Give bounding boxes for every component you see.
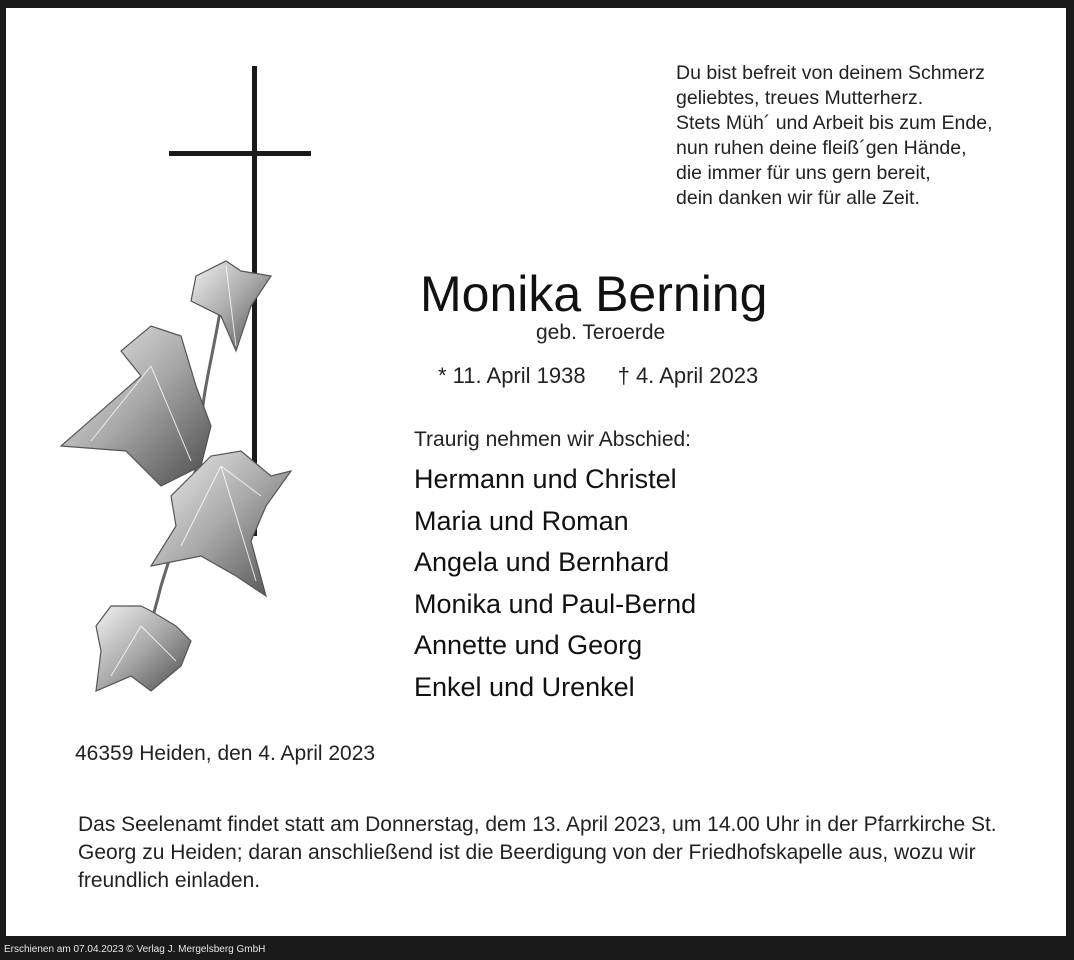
mourner-entry: Maria und Roman [414, 505, 629, 536]
poem-line: geliebtes, treues Mutterherz. [676, 87, 924, 109]
obituary-notice [6, 8, 1066, 936]
poem-line: nun ruhen deine fleiß´gen Hände, [676, 137, 967, 159]
publication-footer: Erschienen am 07.04.2023 © Verlag J. Mergelsberg GmbH [4, 944, 266, 955]
mourners-intro: Traurig nehmen wir Abschied: [414, 428, 692, 451]
mourners-list [414, 459, 696, 708]
life-dates [438, 363, 758, 389]
death-date: † 4. April 2023 [617, 363, 759, 388]
poem-line: die immer für uns gern bereit, [676, 162, 931, 184]
mourner-entry: Annette und Georg [414, 630, 643, 660]
mourner-entry: Hermann und Christel [414, 464, 677, 494]
deceased-name: Monika Berning [420, 266, 768, 322]
cross-with-ivy-illustration [51, 66, 311, 706]
birth-name: geb. Teroerde [536, 321, 666, 344]
memorial-poem [676, 61, 993, 211]
place-and-date: 46359 Heiden, den 4. April 2023 [75, 742, 376, 765]
mourner-entry: Angela und Bernhard [414, 547, 670, 577]
poem-line: Stets Müh´ und Arbeit bis zum Ende, [676, 112, 993, 134]
service-notice: Das Seelenamt findet statt am Donnerstag, dem 13. April 2023, um 14.00 Uhr in der Pfarrkirche St. Georg zu Heiden; daran anschließend ist die Beerdigung von der Friedhofskapelle aus, wozu wir freundlich einladen. [78, 813, 997, 892]
birth-date: * 11. April 1938 [438, 363, 586, 388]
poem-line: dein danken wir für alle Zeit. [676, 187, 920, 209]
mourner-entry: Monika und Paul-Bernd [414, 588, 697, 619]
mourner-entry: Enkel und Urenkel [414, 671, 635, 702]
poem-line: Du bist befreit von deinem Schmerz [676, 62, 985, 84]
